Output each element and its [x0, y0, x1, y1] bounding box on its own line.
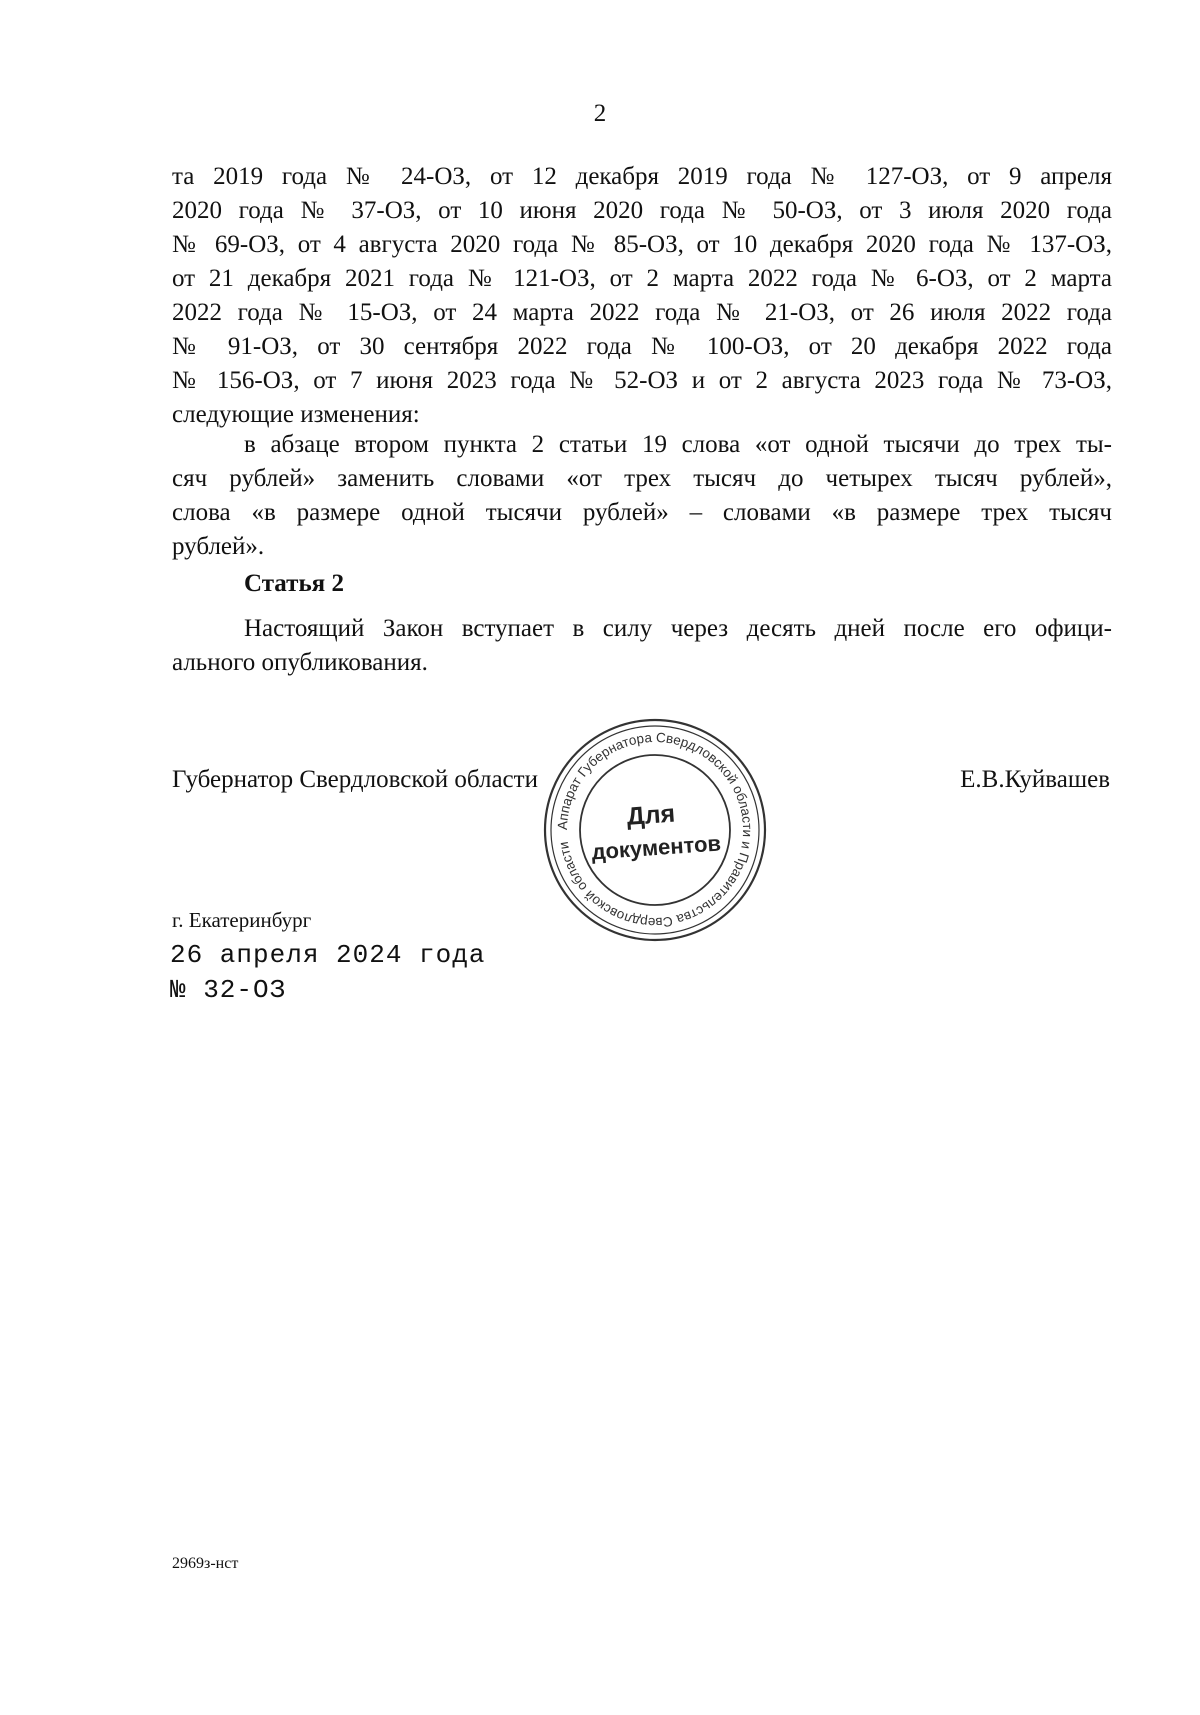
signing-date: 26 апреля 2024 года — [170, 940, 486, 970]
paragraph-line: рублей». — [172, 533, 265, 560]
paragraph-line: № 69-ОЗ, от 4 августа 2020 года № 85-ОЗ, от 10 декабря 2020 года № 137-ОЗ, — [172, 231, 1112, 258]
stamp-ring-text: Аппарат Губернатора Свердловской области и Правительства Свердловской области — [554, 729, 756, 931]
article-heading: Статья 2 — [244, 570, 344, 597]
paragraph-line: от 21 декабря 2021 года № 121-ОЗ, от 2 марта 2022 года № 6-ОЗ, от 2 марта — [172, 265, 1112, 292]
paragraph-line: № 156-ОЗ, от 7 июня 2023 года № 52-ОЗ и от 2 августа 2023 года № 73-ОЗ, — [172, 367, 1112, 394]
paragraph-line: 2020 года № 37-ОЗ, от 10 июня 2020 года № 50-ОЗ, от 3 июля 2020 года — [172, 197, 1112, 224]
paragraph-line: № 91-ОЗ, от 30 сентября 2022 года № 100-ОЗ, от 20 декабря 2022 года — [172, 333, 1112, 360]
paragraph-line: 2022 года № 15-ОЗ, от 24 марта 2022 года № 21-ОЗ, от 26 июля 2022 года — [172, 299, 1112, 326]
amendment-text-paragraph — [172, 428, 1112, 564]
stamp-center-line-2: документов — [590, 830, 722, 865]
paragraph-line: слова «в размере одной тысячи рублей» – словами «в размере трех тысяч — [172, 499, 1112, 526]
paragraph-line: ального опубликования. — [172, 649, 428, 676]
page-number: 2 — [593, 100, 607, 127]
effective-date-paragraph — [172, 612, 1112, 680]
stamp-center-line-1: Для — [625, 799, 677, 831]
paragraph-line: Настоящий Закон вступает в силу через десять дней после его офици- — [244, 615, 1112, 642]
place-of-signing: г. Екатеринбург — [172, 908, 312, 932]
official-seal-stamp — [540, 715, 770, 945]
paragraph-line: следующие изменения: — [172, 401, 420, 428]
paragraph-line: сяч рублей» заменить словами «от трех тысяч до четырех тысяч рублей», — [172, 465, 1112, 492]
amendments-list-paragraph — [172, 160, 1112, 432]
law-number: № 32-ОЗ — [170, 975, 287, 1005]
paragraph-line: в абзаце втором пункта 2 статьи 19 слова «от одной тысячи до трех ты- — [244, 431, 1112, 458]
document-footer-code: 2969з-нст — [172, 1555, 239, 1572]
paragraph-line: та 2019 года № 24-ОЗ, от 12 декабря 2019 года № 127-ОЗ, от 9 апреля — [172, 163, 1112, 190]
signatory-position: Губернатор Свердловской области — [172, 766, 538, 793]
signatory-name: Е.В.Куйвашев — [960, 766, 1110, 793]
